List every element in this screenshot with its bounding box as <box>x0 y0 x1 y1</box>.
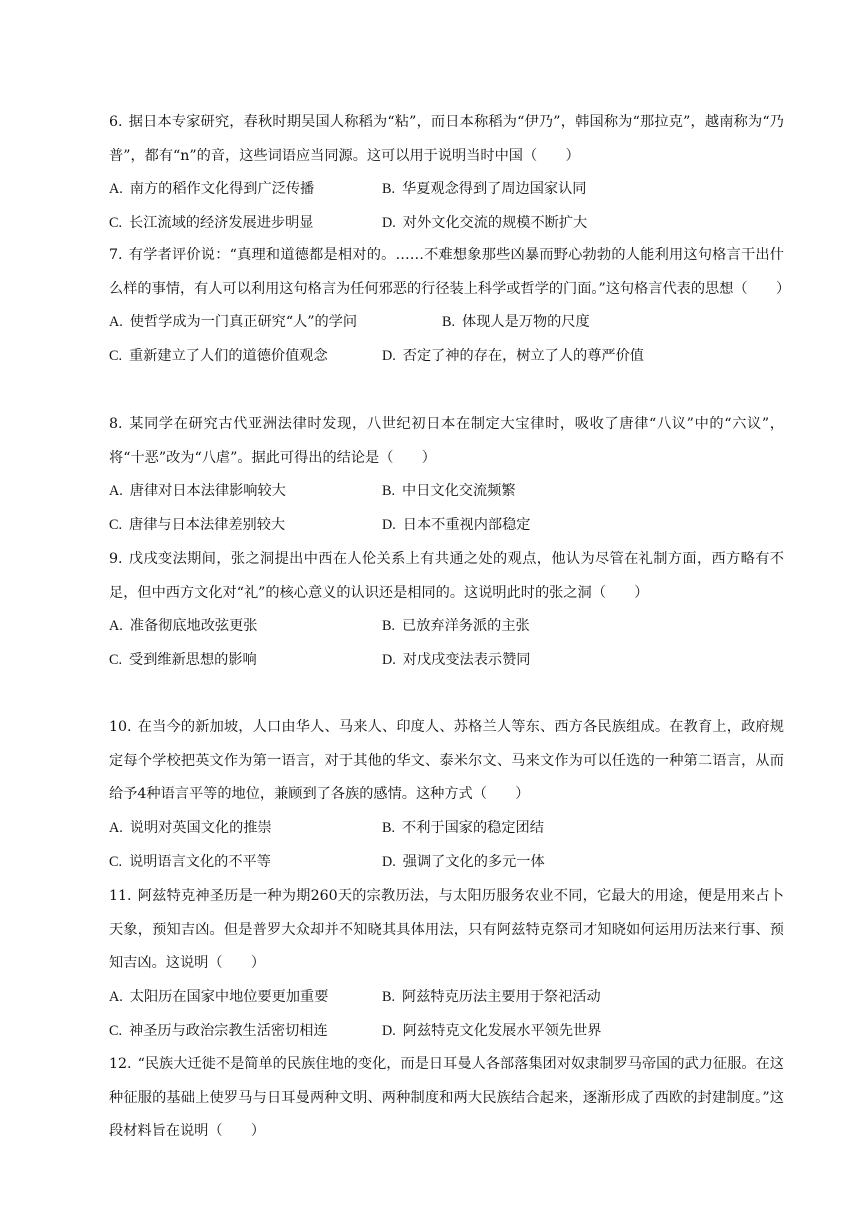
question-stem <box>109 1048 784 1149</box>
option-letter: B. <box>382 181 396 197</box>
options-row <box>109 644 784 678</box>
option-letter: B. <box>382 819 396 836</box>
question-stem <box>109 543 784 610</box>
option-text: 唐律与日本法律差别较大 <box>129 517 286 533</box>
option-text: 对外文化交流的规模不断扩大 <box>402 215 588 231</box>
option-text: 太阳历在国家中地位要更加重要 <box>129 988 329 1005</box>
option-text: 神圣历与政治宗教生活密切相连 <box>129 1022 328 1039</box>
option-letter: C. <box>109 853 123 870</box>
option-a[interactable] <box>109 475 286 509</box>
option-letter: D. <box>382 348 396 364</box>
option-b[interactable] <box>382 981 601 1015</box>
question-text: 有学者评价说：“真理和道德都是相对的。……不难想象那些凶暴而野心勃勃的人能利用这句格言干出什么样的事情，有人可以利用这句格言为任何邪恶的行径装上科学或哲学的门面。”这句格言代表的思想（ ） <box>109 247 791 297</box>
option-text: 南方的稻作文化得到广泛传播 <box>129 181 315 197</box>
option-letter: D. <box>382 652 396 668</box>
option-text: 受到维新思想的影响 <box>129 652 257 668</box>
question-stem <box>109 106 784 173</box>
question-number: 7. <box>109 247 123 263</box>
option-c[interactable] <box>109 1015 328 1049</box>
option-d[interactable] <box>382 1015 601 1049</box>
option-letter: A. <box>109 483 123 499</box>
option-b[interactable] <box>382 610 530 644</box>
option-text: 长江流域的经济发展进步明显 <box>129 215 314 231</box>
option-letter: C. <box>109 1022 123 1039</box>
option-letter: A. <box>109 618 123 634</box>
option-c[interactable] <box>109 509 285 543</box>
option-c[interactable] <box>109 644 257 678</box>
question-7 <box>109 239 791 374</box>
options-row <box>109 340 784 374</box>
option-text: 重新建立了人们的道德价值观念 <box>129 348 328 364</box>
option-text: 中日文化交流频繁 <box>402 483 516 499</box>
option-b[interactable] <box>382 173 586 207</box>
option-letter: B. <box>442 314 456 330</box>
option-text: 使哲学成为一门真正研究“人”的学问 <box>129 314 358 330</box>
options-row <box>109 207 784 241</box>
option-letter: B. <box>382 988 396 1005</box>
question-stem <box>109 880 784 981</box>
question-number: 11. <box>109 888 132 904</box>
option-text: 华夏观念得到了周边国家认同 <box>402 181 587 197</box>
question-text: 据日本专家研究，春秋时期吴国人称稻为“粘”，而日本称稻为“伊乃”，韩国称为“那拉克”，越南称为“乃普”，都有“n”的音，这些词语应当同源。这可以用于说明当时中国（ ） <box>109 114 784 164</box>
options-row <box>109 846 784 880</box>
question-number: 9. <box>109 551 123 567</box>
question-text: 某同学在研究古代亚洲法律时发现，八世纪初日本在制定大宝律时，吸收了唐律“八议”中的“六议”，将“十恶”改为“八虐”。据此可得出的结论是（ ） <box>109 416 784 466</box>
option-letter: B. <box>382 483 396 499</box>
option-c[interactable] <box>109 846 271 880</box>
question-stem <box>109 711 784 812</box>
option-letter: A. <box>109 181 123 197</box>
question-number: 6. <box>109 114 123 130</box>
options-row <box>109 173 784 207</box>
option-a[interactable] <box>109 981 328 1015</box>
option-a[interactable] <box>109 812 272 846</box>
option-c[interactable] <box>109 207 313 241</box>
option-d[interactable] <box>382 509 531 543</box>
option-letter: C. <box>109 348 123 364</box>
option-d[interactable] <box>382 340 644 374</box>
option-text: 阿兹特克文化发展水平领先世界 <box>402 1022 602 1039</box>
question-stem <box>109 239 791 306</box>
options-row <box>109 812 784 846</box>
option-letter: C. <box>109 215 123 231</box>
option-text: 说明对英国文化的推崇 <box>129 819 272 836</box>
question-12 <box>109 1048 784 1149</box>
options-row <box>109 981 784 1015</box>
option-text: 阿兹特克历法主要用于祭祀活动 <box>402 988 601 1005</box>
option-letter: B. <box>382 618 396 634</box>
question-text: “民族大迁徙不是简单的民族住地的变化，而是日耳曼人各部落集团对奴隶制罗马帝国的武力征服。在这种征服的基础上使罗马与日耳曼两种文明、两种制度和两大民族结合起来，逐渐形成了西欧的封建制度。”这段材料旨在说明（ ） <box>109 1056 784 1139</box>
option-text: 否定了神的存在，树立了人的尊严价值 <box>402 348 644 364</box>
option-text: 日本不重视内部稳定 <box>402 517 531 533</box>
option-d[interactable] <box>382 207 587 241</box>
question-text: 阿兹特克神圣历是一种为期260天的宗教历法，与太阳历服务农业不同，它最大的用途，便是用来占卜天象，预知吉凶。但是普罗大众却并不知晓其具体用法，只有阿兹特克祭司才知晓如何运用历法来行事、预知吉凶。这说明（ ） <box>109 888 784 971</box>
question-text: 在当今的新加坡，人口由华人、马来人、印度人、苏格兰人等东、西方各民族组成。在教育上，政府规定每个学校把英文作为第一语言，对于其他的华文、泰米尔文、马来文作为可以任选的一种第二语言，从而给予4种语言平等的地位，兼顾到了各族的感情。这种方式（ ） <box>109 719 784 802</box>
option-c[interactable] <box>109 340 328 374</box>
option-text: 对戊戌变法表示赞同 <box>402 652 531 668</box>
question-10 <box>109 711 784 880</box>
question-number: 12. <box>109 1056 132 1072</box>
option-b[interactable] <box>382 812 544 846</box>
question-11 <box>109 880 784 1049</box>
option-letter: A. <box>109 988 123 1005</box>
option-letter: C. <box>109 517 123 533</box>
option-letter: C. <box>109 652 123 668</box>
option-b[interactable] <box>442 306 590 340</box>
option-text: 准备彻底地改弦更张 <box>129 618 258 634</box>
options-row <box>109 306 784 340</box>
option-text: 强调了文化的多元一体 <box>402 853 545 870</box>
option-text: 已放弃洋务派的主张 <box>402 618 530 634</box>
option-d[interactable] <box>382 846 545 880</box>
option-text: 说明语言文化的不平等 <box>129 853 271 870</box>
option-a[interactable] <box>109 610 258 644</box>
option-a[interactable] <box>109 173 314 207</box>
option-text: 体现人是万物的尺度 <box>462 314 590 330</box>
options-row <box>109 1015 784 1049</box>
question-text: 戊戌变法期间，张之洞提出中西在人伦关系上有共通之处的观点，他认为尽管在礼制方面，西方略有不足，但中西方文化对“礼”的核心意义的认识还是相同的。这说明此时的张之洞（ ） <box>109 551 784 601</box>
options-row <box>109 610 784 644</box>
option-letter: A. <box>109 314 123 330</box>
option-letter: A. <box>109 819 123 836</box>
option-text: 不利于国家的稳定团结 <box>402 819 544 836</box>
option-letter: D. <box>382 1022 396 1039</box>
question-8 <box>109 408 784 543</box>
question-number: 10. <box>109 719 132 735</box>
question-6 <box>109 106 784 241</box>
question-number: 8. <box>109 416 123 432</box>
option-letter: D. <box>382 517 396 533</box>
option-letter: D. <box>382 215 396 231</box>
question-stem <box>109 408 784 475</box>
option-a[interactable] <box>109 306 357 340</box>
question-9 <box>109 543 784 678</box>
options-row <box>109 475 784 509</box>
option-b[interactable] <box>382 475 516 509</box>
options-row <box>109 509 784 543</box>
option-letter: D. <box>382 853 396 870</box>
option-text: 唐律对日本法律影响较大 <box>129 483 286 499</box>
option-d[interactable] <box>382 644 531 678</box>
